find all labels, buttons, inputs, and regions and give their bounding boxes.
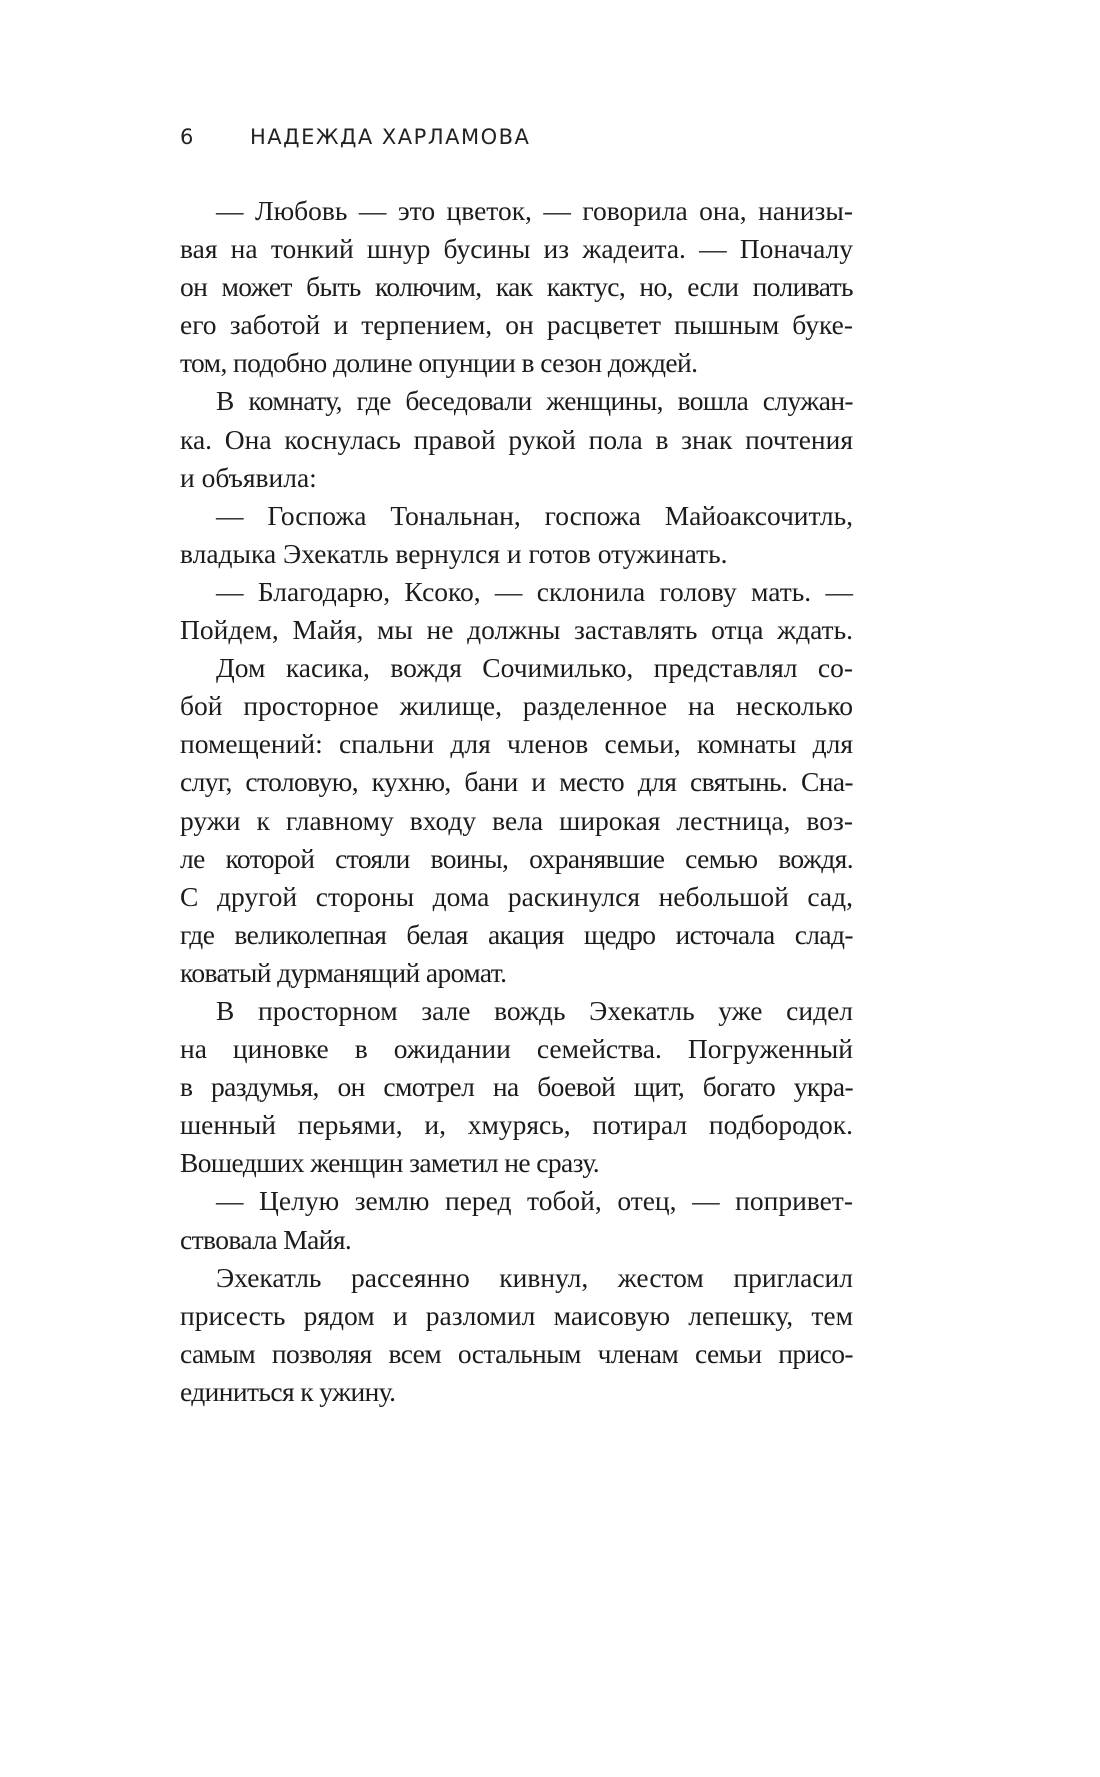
text-line: Пойдем, Майя, мы не должны заставлять отца ждать.: [180, 614, 853, 646]
text-line: — Целую землю перед тобой, отец, — попривет-: [216, 1185, 853, 1217]
text-line: Эхекатль рассеянно кивнул, жестом пригласил: [216, 1261, 853, 1293]
paragraph: [180, 573, 853, 649]
paragraph: [180, 192, 853, 382]
text-line: присесть рядом и разломил маисовую лепешку, тем: [180, 1299, 853, 1331]
paragraph: [180, 382, 853, 496]
text-line: владыка Эхекатль вернулся и готов отужинать.: [180, 537, 728, 569]
text-line: ка. Она коснулась правой рукой пола в знак почтения: [180, 423, 853, 455]
text-line: В просторном зале вождь Эхекатль уже сидел: [216, 994, 853, 1026]
text-line: коватый дурманящий аромат.: [180, 956, 507, 988]
text-line: бой просторное жилище, разделенное на несколько: [180, 690, 853, 722]
text-line: шенный перьями, и, хмурясь, потирал подбородок.: [180, 1109, 853, 1141]
page-number: 6: [180, 125, 195, 149]
text-line: в раздумья, он смотрел на боевой щит, богато укра-: [180, 1071, 853, 1103]
text-line: ле которой стояли воины, охранявшие семью вождя.: [180, 842, 853, 874]
text-line: том, подобно долине опунции в сезон дождей.: [180, 347, 698, 379]
paragraph: [180, 992, 853, 1182]
text-line: слуг, столовую, кухню, бани и место для святынь. Сна-: [180, 766, 853, 798]
text-line: самым позволяя всем остальным членам семьи присо-: [180, 1337, 853, 1369]
paragraph: [180, 649, 853, 992]
text-line: В комнату, где беседовали женщины, вошла служан-: [216, 385, 853, 417]
text-line: вая на тонкий шнур бусины из жадеита. — Поначалу: [180, 233, 853, 265]
running-title: НАДЕЖДА ХАРЛАМОВА: [250, 125, 531, 149]
text-line: он может быть колючим, как кактус, но, если поливать: [180, 271, 853, 303]
text-line: Дом касика, вождя Сочимилько, представлял со-: [216, 652, 853, 684]
paragraph: [180, 1259, 853, 1411]
text-line: — Любовь — это цветок, — говорила она, нанизы-: [216, 195, 853, 226]
text-line: где великолепная белая акация щедро источала слад-: [180, 918, 853, 950]
text-line: и объявила:: [180, 461, 317, 493]
text-line: ствовала Майя.: [180, 1223, 352, 1255]
text-line: — Благодарю, Ксоко, — склонила голову мать. —: [216, 575, 853, 607]
text-line: — Госпожа Тональнан, госпожа Майоаксочитль,: [216, 499, 853, 531]
text-line: на циновке в ожидании семейства. Погруженный: [180, 1033, 853, 1065]
text-line: помещений: спальни для членов семьи, комнаты для: [180, 728, 853, 760]
text-line: единиться к ужину.: [180, 1375, 396, 1407]
text-line: С другой стороны дома раскинулся небольшой сад,: [180, 880, 853, 912]
paragraph: [180, 497, 853, 573]
text-line: Вошедших женщин заметил не сразу.: [180, 1147, 599, 1179]
body-text: [180, 192, 853, 1411]
running-head: [180, 120, 530, 154]
text-line: ружи к главному входу вела широкая лестница, воз-: [180, 804, 853, 836]
text-line: его заботой и терпением, он расцветет пышным буке-: [180, 309, 853, 341]
paragraph: [180, 1182, 853, 1258]
